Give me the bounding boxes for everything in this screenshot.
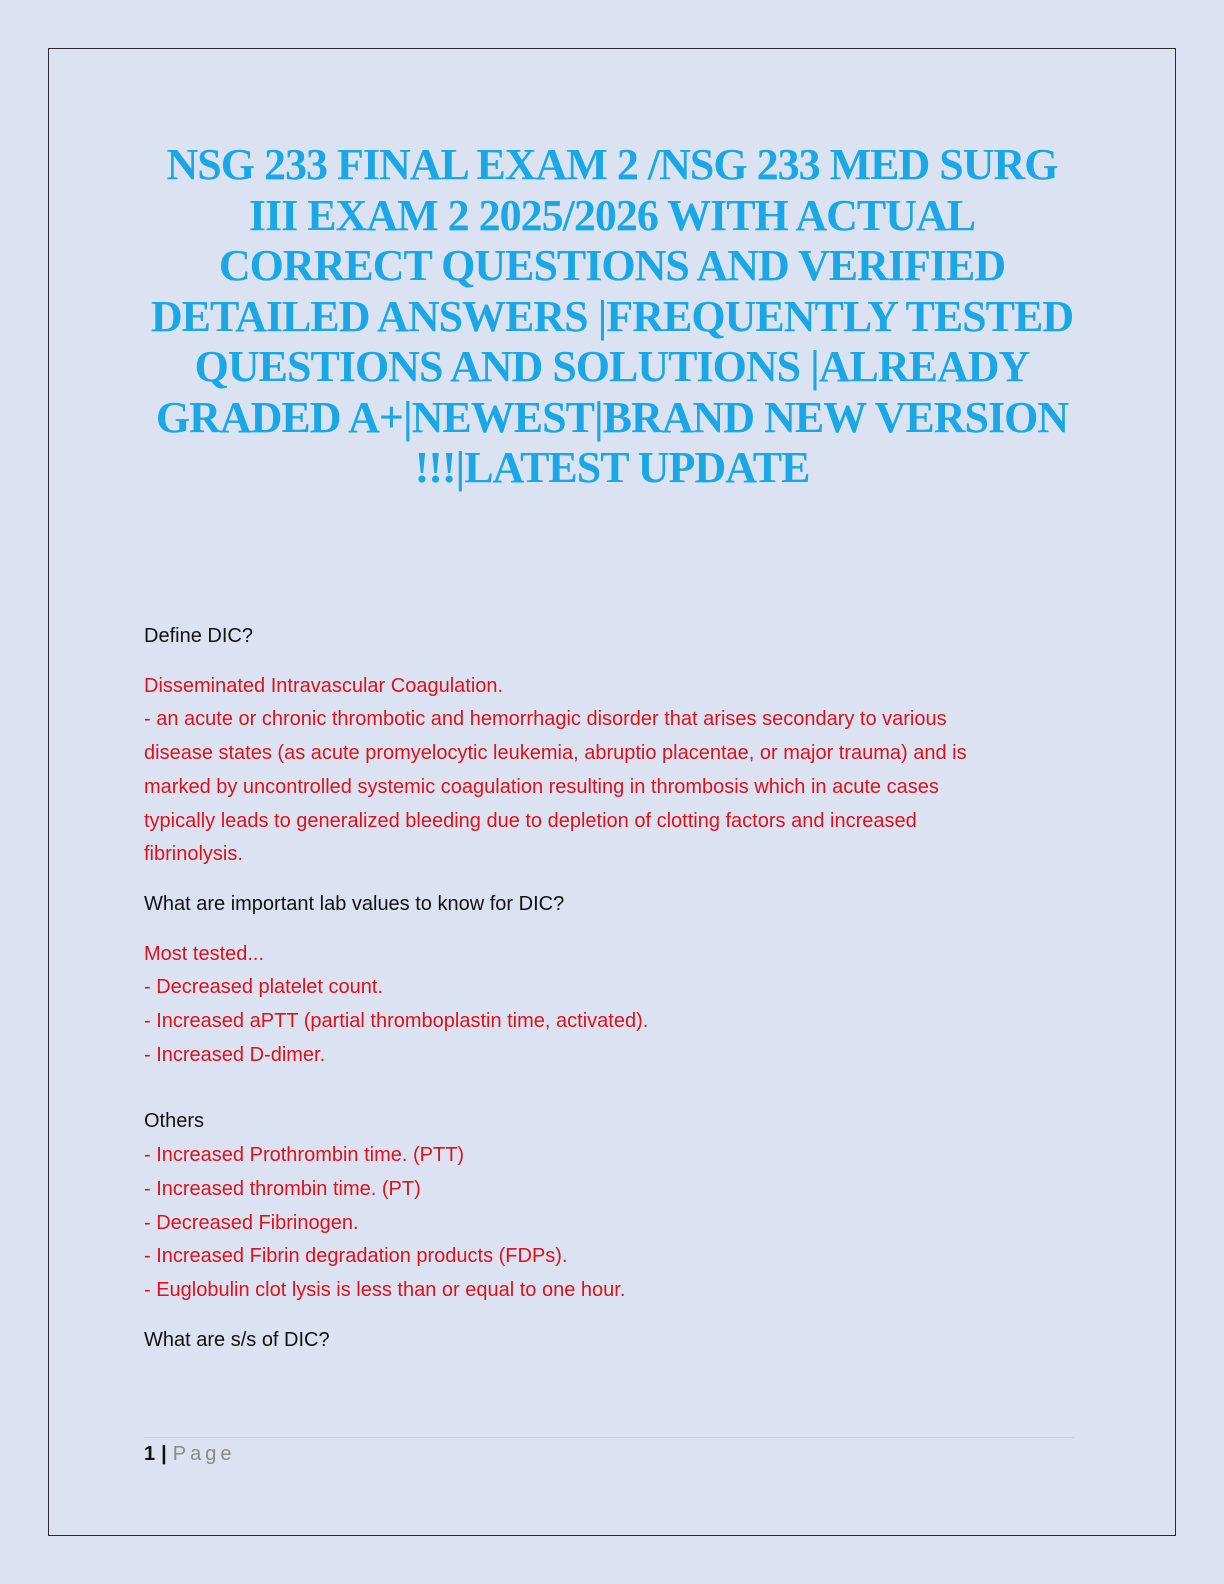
others-heading: Others <box>144 1110 205 1133</box>
answer-line: typically leads to generalized bleeding due to depletion of clotting factors and increased <box>144 809 917 832</box>
title-line: !!!|LATEST UPDATE <box>414 443 810 492</box>
title-line: CORRECT QUESTIONS AND VERIFIED <box>218 241 1006 290</box>
answer-line: - Increased Prothrombin time. (PTT) <box>144 1144 465 1167</box>
page-label: Page <box>172 1443 236 1465</box>
answer-line: fibrinolysis. <box>144 843 243 866</box>
answer-line: - an acute or chronic thrombotic and hemorrhagic disorder that arises secondary to various <box>144 708 947 731</box>
answer-lab-values <box>144 938 1084 1308</box>
answer-line: - Euglobulin clot lysis is less than or equal to one hour. <box>144 1278 626 1301</box>
blank-line <box>144 1072 1084 1105</box>
question-lab-values: What are important lab values to know for DIC? <box>144 892 565 915</box>
answer-define-dic <box>144 670 1084 872</box>
answer-line: Disseminated Intravascular Coagulation. <box>144 674 504 697</box>
title-line: QUESTIONS AND SOLUTIONS |ALREADY <box>194 342 1030 391</box>
answer-line: Most tested... <box>144 942 265 965</box>
document-body <box>144 620 1084 1373</box>
answer-line: - Increased thrombin time. (PT) <box>144 1177 421 1200</box>
footer-divider <box>144 1437 1074 1438</box>
answer-line: - Increased aPTT (partial thromboplastin time, activated). <box>144 1010 649 1033</box>
document-title <box>140 140 1084 494</box>
title-line: DETAILED ANSWERS |FREQUENTLY TESTED <box>150 291 1074 341</box>
answer-line: - Decreased platelet count. <box>144 976 384 999</box>
question-define-dic: Define DIC? <box>144 625 253 647</box>
title-line: III EXAM 2 2025/2026 WITH ACTUAL <box>248 190 976 240</box>
page-number: 1 <box>144 1443 156 1465</box>
page-footer <box>144 1440 235 1468</box>
answer-line: disease states (as acute promyelocytic leukemia, abruptio placentae, or major trauma) and is <box>144 742 967 765</box>
answer-line: - Decreased Fibrinogen. <box>144 1211 359 1234</box>
answer-line: marked by uncontrolled systemic coagulation resulting in thrombosis which in acute cases <box>144 775 939 798</box>
question-signs-symptoms: What are s/s of DIC? <box>144 1328 330 1351</box>
answer-line: - Increased D-dimer. <box>144 1043 326 1066</box>
title-line: NSG 233 FINAL EXAM 2 /NSG 233 MED SURG <box>166 140 1058 189</box>
title-line: GRADED A+|NEWEST|BRAND NEW VERSION <box>155 392 1069 442</box>
footer-separator: | <box>161 1443 167 1465</box>
answer-line: - Increased Fibrin degradation products (FDPs). <box>144 1245 568 1268</box>
